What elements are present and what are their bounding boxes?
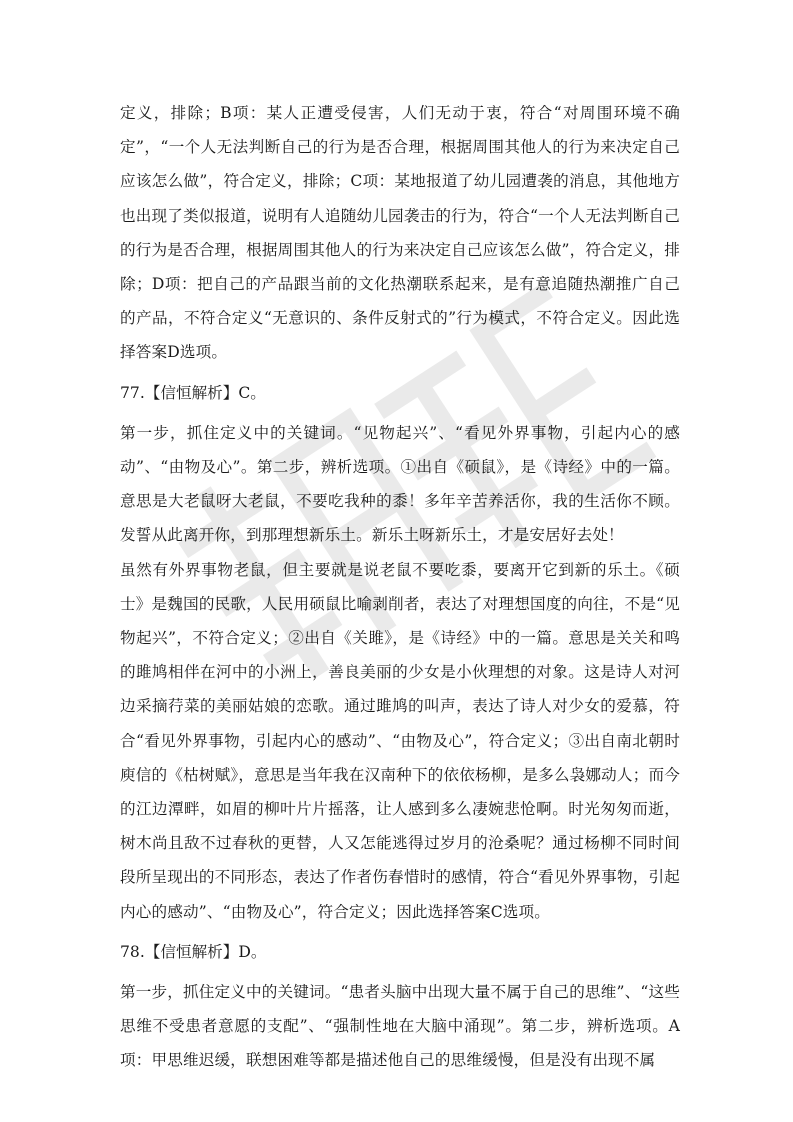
- answer-heading-77: 77.【信恒解析】C。: [120, 383, 266, 402]
- paragraph-78-body: 第一步，抓住定义中的关键词。“患者头脑中出现大量不属于自己的思维”、“这些思维不受患者意愿的支配”、“强制性地在大脑中涌现”。第二步，辨析选项。A项：甲思维迟缓，联想困难等都是描述他自己的思维缓慢，但是没有出现不属: [120, 983, 680, 1070]
- paragraph-76-continued: 定义，排除；B项：某人正遭受侵害，人们无动于衷，符合“对周围环境不确定”，“一个人无法判断自己的行为是否合理，根据周围其他人的行为来决定自己应该怎么做”，符合定义，排除；C项：某地报道了幼儿园遭袭的消息，其他地方也出现了类似报道，说明有人追随幼儿园袭击的行为，符合“一个人无法判断自己的行为是否合理，根据周围其他人的行为来决定自己应该怎么做”，符合定义，排除；D项：把自己的产品跟当前的文化热潮联系起来，是有意追随热潮推广自己的产品，不符合定义“无意识的、条件反射式的”行为模式，不符合定义。因此选择答案D选项。: [120, 104, 680, 362]
- paragraph-77-body: 第一步，抓住定义中的关键词。“见物起兴”、“看见外界事物，引起内心的感动”、“由物及心”。第二步，辨析选项。①出自《硕鼠》，是《诗经》中的一篇。意思是大老鼠呀大老鼠，不要吃我种的黍！多年辛苦养活你，我的生活你不顾。发誓从此离开你，到那理想新乐土。新乐土呀新乐土，才是安居好去处！: [120, 423, 680, 545]
- paragraph-77-analysis: 虽然有外界事物老鼠，但主要就是说老鼠不要吃黍，要离开它到新的乐土。《硕士》是魏国的民歌，人民用硕鼠比喻剥削者，表达了对理想国度的向往，不是“见物起兴”，不符合定义；②出自《关雎》，是《诗经》中的一篇。意思是关关和鸣的雎鸠相伴在河中的小洲上，善良美丽的少女是小伙理想的对象。这是诗人对河边采摘荇菜的美丽姑娘的恋歌。通过雎鸠的叫声，表达了诗人对少女的爱慕，符合“看见外界事物，引起内心的感动”、“由物及心”，符合定义；③出自南北朝时庾信的《枯树赋》，意思是当年我在汉南种下的依依杨柳，是多么袅娜动人；而今的江边潭畔，如眉的柳叶片片摇落，让人感到多么凄婉悲怆啊。时光匆匆而逝，树木尚且敌不过春秋的更替，人又怎能逃得过岁月的沧桑呢？通过杨柳不同时间段所呈现出的不同形态，表达了作者伤春惜时的感情，符合“看见外界事物，引起内心的感动”、“由物及心”，符合定义；因此选择答案C选项。: [120, 560, 680, 921]
- document-page: [120, 96, 680, 1078]
- answer-heading-78: 78.【信恒解析】D。: [120, 942, 267, 961]
